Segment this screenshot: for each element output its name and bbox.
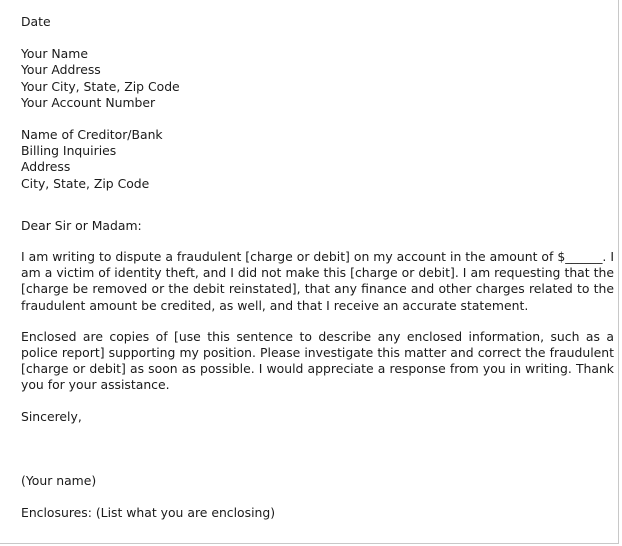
body-paragraph-enclosures: Enclosed are copies of [use this sentence to describe any enclosed information, such as a police report] supporting my position. Please investigate this matter and correct the fraudulent [charge or debit] as soon as possible. I would appreciate a response from you in writing. Thank you for your assistance. [21,328,614,393]
signature-name: (Your name) [21,472,97,488]
body-paragraph-dispute: I am writing to dispute a fraudulent [charge or debit] on my account in the amount of $______. I am a victim of identity theft, and I did not make this [charge or debit]. I am requesting that the [charge be removed or the debit reinstated], that any finance and other charges related to the fraudulent amount be credited, as well, and that I receive an accurate statement. [21,249,614,313]
sender-account-number: Your Account Number [21,94,156,110]
sender-address: Your Address [21,62,101,78]
dispute-letter [21,14,614,521]
enclosures-line: Enclosures: (List what you are enclosing) [21,505,276,521]
sender-city-state-zip: Your City, State, Zip Code [21,78,180,94]
sender-address-block [21,46,614,111]
salutation: Dear Sir or Madam: [21,217,142,233]
date-line: Date [21,14,51,29]
sender-name: Your Name [21,46,88,62]
recipient-department: Billing Inquiries [21,143,117,159]
recipient-address: Address [21,159,71,175]
closing: Sincerely, [21,408,82,424]
recipient-city-state-zip: City, State, Zip Code [21,175,150,191]
recipient-address-block [21,127,614,192]
recipient-name: Name of Creditor/Bank [21,127,163,143]
